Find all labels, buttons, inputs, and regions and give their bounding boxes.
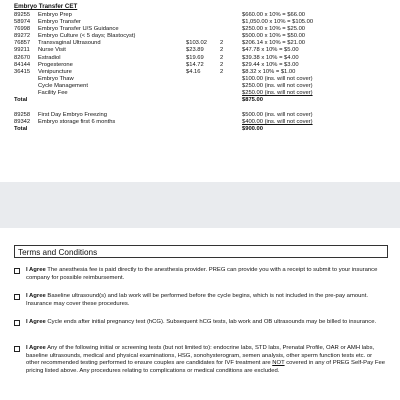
- term-body: Baseline ultrasound(s) and lab work will be performed before the cycle begins, which is not included in the pre-pay amount. Insurance may cover these procedures.: [26, 293, 368, 307]
- quantity: 2: [220, 54, 224, 61]
- spacer: [216, 126, 232, 133]
- quantity: 2: [220, 61, 224, 68]
- quantity: [216, 26, 232, 33]
- quantity: [216, 83, 232, 90]
- term-body: Cycle ends after initial pregnancy test (hCG). Subsequent hCG tests, lab work and OB ultrasounds may be billed to insurance.: [45, 319, 377, 325]
- spacer: [216, 119, 232, 126]
- term-body: Any of the following initial or screening tests (but not limited to): endocrine labs, STD labs, Prenatal Profile, OAR or AMH labs, baseline ultrasounds, medical and physical examinations, HSG, sonohysterogram, semen analysis, other sperm function tests etc. or other recommended testing performed to ensure couples are candidates for IVF treatment are: [26, 345, 375, 367]
- quantity: 2: [220, 40, 224, 47]
- terms-page: [0, 228, 400, 400]
- fee-calculation: $100.00 (ins. will not cover): [242, 75, 313, 82]
- cpt-code: 36415: [14, 68, 31, 75]
- cpt-code: 89258: [14, 112, 31, 119]
- service-description: Embryo Culture (< 5 days; Blastocyst): [38, 33, 136, 40]
- agree-label: I Agree: [26, 267, 46, 273]
- spacer: [216, 97, 232, 104]
- checkbox-icon[interactable]: [14, 320, 20, 326]
- service-description: Venipuncture: [38, 68, 72, 75]
- fee-calculation: $660.00 x 10% = $66.00: [242, 12, 306, 18]
- fee-row: [14, 119, 362, 126]
- spacer: [186, 97, 216, 104]
- terms-heading: Terms and Conditions: [14, 245, 388, 258]
- cpt-code: 99211: [14, 47, 30, 54]
- fee-calculation: $39.38 x 10% = $4.00: [242, 54, 299, 61]
- cpt-code: [14, 90, 38, 97]
- spacer: [38, 97, 186, 104]
- fee-row: [14, 26, 362, 33]
- total-value: $875.00: [242, 97, 263, 104]
- total-row: [14, 126, 362, 133]
- fee-row: [14, 12, 362, 19]
- gap-row: [14, 104, 362, 112]
- unit-amount: [186, 19, 216, 26]
- fee-calculation: $500.00 (ins. will not cover): [242, 112, 313, 119]
- service-description: Estradiol: [38, 54, 61, 61]
- cpt-code: 84144: [14, 61, 31, 68]
- fee-row: [14, 90, 362, 97]
- total-value: $900.00: [242, 126, 263, 133]
- cpt-code: 89272: [14, 33, 31, 40]
- fee-calculation: $8.32 x 10% = $1.00: [242, 68, 296, 75]
- unit-amount: [186, 26, 216, 33]
- service-description: Progesterone: [38, 61, 73, 68]
- unit-amount: [186, 76, 216, 83]
- term-text: [26, 293, 386, 308]
- not-emphasis: NOT: [272, 360, 285, 367]
- spacer: [216, 112, 232, 119]
- checkbox-icon[interactable]: [14, 268, 20, 274]
- fee-row: [14, 112, 362, 119]
- quantity: [216, 33, 232, 40]
- fee-sheet-title: Embryo Transfer CET: [14, 3, 78, 10]
- quantity: [216, 76, 232, 83]
- unit-amount: [186, 90, 216, 97]
- fee-row: [14, 62, 362, 69]
- fee-calculation: $500.00 x 10% = $50.00: [242, 33, 306, 40]
- checkbox-icon[interactable]: [14, 294, 20, 300]
- fee-calculation: $250.00 (ins. will not cover): [242, 82, 313, 89]
- fee-row: [14, 69, 362, 76]
- service-description: Facility Fee: [38, 90, 68, 97]
- fee-sheet-page: [0, 0, 400, 182]
- checkbox-icon[interactable]: [14, 346, 20, 352]
- fee-row: [14, 55, 362, 62]
- cpt-code: 89342: [14, 119, 31, 126]
- fee-row: [14, 19, 362, 26]
- unit-amount: $19.69: [186, 54, 204, 61]
- total-row: [14, 97, 362, 104]
- service-description: Embryo Prep: [38, 12, 72, 18]
- term-text: [26, 345, 386, 375]
- unit-amount: [186, 33, 216, 40]
- page-divider: [0, 182, 400, 228]
- fee-calculation: $206.14 x 10% = $21.00: [242, 40, 306, 47]
- quantity: [216, 19, 232, 26]
- fee-row: [14, 76, 362, 83]
- cpt-code: 76998: [14, 26, 31, 33]
- fee-calculation: $47.78 x 10% = $5.00: [242, 47, 299, 54]
- quantity: [216, 12, 232, 19]
- spacer: [186, 119, 216, 126]
- service-description: Embryo storage first 6 months: [38, 119, 116, 126]
- unit-amount: $23.89: [186, 47, 204, 54]
- term-text: [26, 319, 386, 327]
- cpt-code: 76857: [14, 40, 31, 47]
- agree-label: I Agree: [26, 293, 46, 299]
- service-description: Embryo Thaw: [38, 75, 74, 82]
- spacer: [186, 112, 216, 119]
- cpt-code: 58974: [14, 19, 31, 26]
- quantity: 2: [220, 47, 224, 54]
- unit-amount: [186, 83, 216, 90]
- quantity: 2: [220, 68, 224, 75]
- cpt-code: [14, 76, 38, 83]
- unit-amount: $4.16: [186, 68, 201, 75]
- fee-row: [14, 47, 362, 54]
- fee-calculation: $29.44 x 10% = $3.00: [242, 61, 299, 68]
- agree-label: I Agree: [26, 319, 46, 325]
- agree-label: I Agree: [26, 345, 46, 351]
- fee-row: [14, 40, 362, 47]
- unit-amount: [186, 12, 216, 19]
- term-body: covered in any of PREG Self-Pay Fee pricing listed above. Any procedures relating to complications or medical conditions are excluded.: [26, 360, 386, 374]
- service-description: First Day Embryo Freezing: [38, 112, 107, 119]
- service-description: Embryo Transfer: [38, 19, 81, 26]
- fee-calculation: $1,050.00 x 10% = $105.00: [242, 19, 314, 26]
- term-text: [26, 267, 386, 282]
- spacer: [38, 126, 186, 133]
- cpt-code: 82670: [14, 54, 31, 61]
- unit-amount: $103.02: [186, 40, 207, 47]
- fee-row: [14, 33, 362, 40]
- term-body: The anesthesia fee is paid directly to the anesthesia provider. PREG can provide you with a receipt to submit to your insurance company for possible reimbursement.: [26, 267, 378, 281]
- total-label: Total: [14, 126, 28, 133]
- spacer: [186, 126, 216, 133]
- fee-row: [14, 83, 362, 90]
- fee-calculation: $250.00 (ins. will not cover): [242, 90, 313, 97]
- cpt-code: [14, 83, 38, 90]
- service-description: Transvaginal Ultrasound: [38, 40, 101, 47]
- service-description: Embryo Transfer U/S Guidance: [38, 26, 119, 33]
- total-label: Total: [14, 97, 28, 104]
- cpt-code: 89255: [14, 12, 31, 18]
- unit-amount: $14.72: [186, 61, 204, 68]
- fee-calculation: $250.00 x 10% = $25.00: [242, 26, 306, 33]
- fee-table: [14, 12, 362, 134]
- service-description: Cycle Management: [38, 82, 88, 89]
- fee-calculation: $400.00 (ins. will not cover): [242, 119, 313, 126]
- service-description: Nurse Visit: [38, 47, 66, 54]
- quantity: [216, 90, 232, 97]
